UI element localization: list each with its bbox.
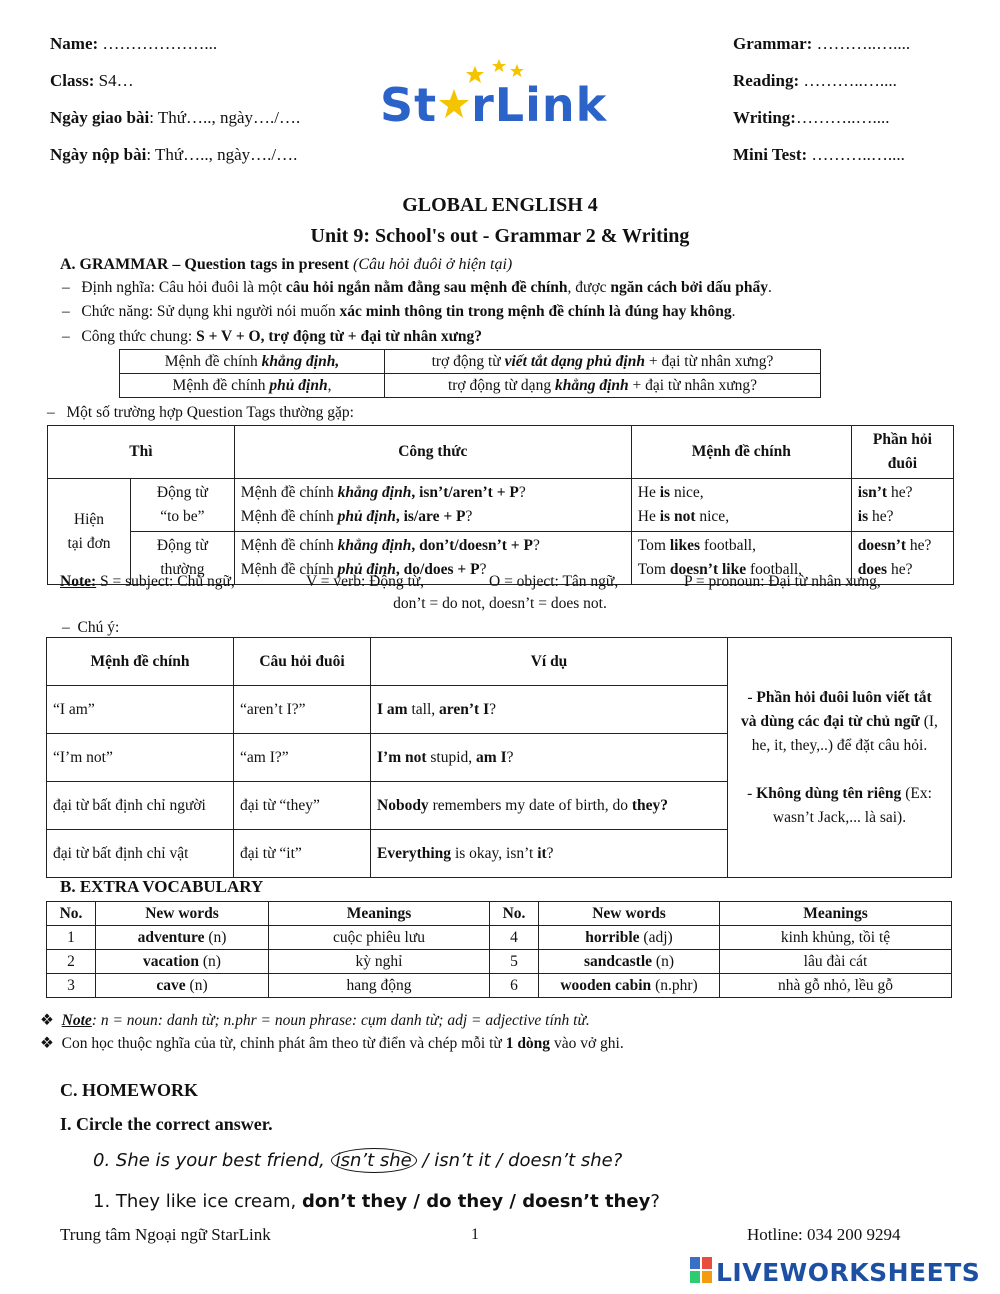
vocab-meaning-header: Meanings (269, 902, 490, 926)
formula-line: – Công thức chung: S + V + O, trợ động từ + đại từ nhân xưng? (62, 328, 483, 345)
table-row (47, 950, 952, 974)
vocab-word-header: New words (96, 902, 269, 926)
vocab-table (46, 901, 952, 998)
vocab-no: 1 (47, 926, 96, 950)
vocab-no: 2 (47, 950, 96, 974)
starlink-logo (380, 58, 630, 138)
grammar-heading: A. GRAMMAR – Question tags in present (Câu hỏi đuôi ở hiện tại) (60, 256, 513, 273)
special-main-header: Mệnh đề chính (47, 638, 234, 686)
table-row (47, 926, 952, 950)
diamond-bullet-icon: ❖ (40, 1012, 54, 1029)
note-line-2: don’t = do not, doesn’t = does not. (393, 595, 607, 612)
note-verb: V = verb: Động từ, (306, 573, 425, 590)
vocab-meaning: nhà gỗ nhỏ, lều gỗ (720, 974, 952, 998)
vocab-meaning: kinh khủng, tồi tệ (720, 926, 952, 950)
question-1-options[interactable]: don’t they / do they / doesn’t they (302, 1191, 651, 1212)
special-side-note: - Phần hỏi đuôi luôn viết tắt và dùng các đại từ chủ ngữ (I, he, it, they,..) để đặt câu hỏi. - Không dùng tên riêng (Ex: wasn’t Jack,... là sai). (728, 638, 952, 878)
vocab-no-header-2: No. (490, 902, 539, 926)
special-row-3-tag: đại từ “they” (234, 782, 371, 830)
assign-date-field: Ngày giao bài: Thứ….., ngày…./…. (50, 108, 301, 127)
special-row-2-example: I’m not stupid, am I? (371, 734, 728, 782)
example-question-0: 0. She is your best friend, isn’t she / isn’t it / doesn’t she? (93, 1150, 623, 1171)
special-row-1-tag: “aren’t I?” (234, 686, 371, 734)
vocab-word-header-2: New words (539, 902, 720, 926)
special-row-3-clause: đại từ bất định chỉ người (47, 782, 234, 830)
example-tobe-cell: He is nice, He is not nice, (631, 479, 851, 532)
vocab-meaning: cuộc phiêu lưu (269, 926, 490, 950)
vocab-no: 4 (490, 926, 539, 950)
unit-title: Unit 9: School's out - Grammar 2 & Writing (310, 225, 690, 247)
tag-ordinary-cell: doesn’t he? does he? (851, 532, 953, 585)
liveworksheets-wordmark: LIVEWORKSHEETS (716, 1258, 981, 1287)
function-line: – Chức năng: Sử dụng khi người nói muốn xác minh thông tin trong mệnh đề chính là đúng hay không. (62, 303, 736, 320)
logo-star-icon (437, 87, 471, 121)
vocab-no-header: No. (47, 902, 96, 926)
diamond-bullet-icon: ❖ (40, 1035, 54, 1052)
formula-neg-cell: Mệnh đề chính phủ định, (120, 374, 385, 398)
note-pronoun: P = pronoun: Đại từ nhân xưng, (684, 573, 881, 590)
minitest-score: Mini Test: ………..….... (733, 145, 905, 164)
formula-table (119, 349, 821, 398)
vocab-word: sandcastle (n) (539, 950, 720, 974)
definition-line: – Định nghĩa: Câu hỏi đuôi là một câu hỏi ngắn nằm đằng sau mệnh đề chính, được ngăn cách bởi dấu phẩy. (62, 279, 772, 296)
special-tag-header: Câu hỏi đuôi (234, 638, 371, 686)
tense-table (47, 425, 954, 585)
formula-affirm-cell: Mệnh đề chính khẳng định, (120, 350, 385, 374)
logo-wordmark: St rLink (380, 78, 608, 132)
special-row-2-tag: “am I?” (234, 734, 371, 782)
liveworksheets-icon (690, 1257, 712, 1288)
vocab-meaning: kỳ nghỉ (269, 950, 490, 974)
formula-header: Công thức (234, 426, 631, 479)
special-row-2-clause: “I’m not” (47, 734, 234, 782)
vocab-meaning: hang động (269, 974, 490, 998)
submit-date-field: Ngày nộp bài: Thứ….., ngày…./…. (50, 145, 298, 164)
name-field: Name: ………………... (50, 34, 218, 53)
example-ordinary-cell: Tom likes football, Tom doesn’t like football, (631, 532, 851, 585)
attention-label: – Chú ý: (62, 619, 120, 636)
main-clause-header: Mệnh đề chính (631, 426, 851, 479)
vocab-meaning: lâu đài cát (720, 950, 952, 974)
grammar-score: Grammar: ………..….... (733, 34, 911, 53)
homework-heading: C. HOMEWORK (60, 1080, 198, 1100)
tag-header: Phần hỏi đuôi (851, 426, 953, 479)
vocab-note: ❖ Note: n = noun: danh từ; n.phr = noun phrase: cụm danh từ; adj = adjective tính từ. (40, 1012, 590, 1029)
special-cases-table (46, 637, 952, 878)
footer-center-name: Trung tâm Ngoại ngữ StarLink (60, 1225, 271, 1244)
verb-ordinary-cell: Động từ thường (131, 532, 235, 585)
vocab-no: 3 (47, 974, 96, 998)
tense-cell: Hiện tại đơn (48, 479, 131, 585)
vocab-no: 5 (490, 950, 539, 974)
formula-affirm-tag-cell: trợ động từ viết tắt dạng phủ định + đại từ nhân xưng? (385, 350, 821, 374)
class-field: Class: S4… (50, 71, 134, 90)
vocab-word: adventure (n) (96, 926, 269, 950)
page-number: 1 (471, 1226, 479, 1243)
footer-hotline: Hotline: 034 200 9294 (747, 1225, 901, 1244)
vocab-word: wooden cabin (n.phr) (539, 974, 720, 998)
circled-answer: isn’t she (331, 1148, 417, 1173)
special-row-3-example: Nobody remembers my date of birth, do they? (371, 782, 728, 830)
special-row-4-example: Everything is okay, isn’t it? (371, 830, 728, 878)
vocab-word: cave (n) (96, 974, 269, 998)
homework-task: I. Circle the correct answer. (60, 1114, 273, 1134)
vocab-word: horrible (adj) (539, 926, 720, 950)
formula-neg-tag-cell: trợ động từ dạng khẳng định + đại từ nhân xưng? (385, 374, 821, 398)
special-row-1-example: I am tall, aren’t I? (371, 686, 728, 734)
cases-intro: – Một số trường hợp Question Tags thường gặp: (47, 404, 354, 421)
special-row-4-tag: đại từ “it” (234, 830, 371, 878)
tag-tobe-cell: isn’t he? is he? (851, 479, 953, 532)
study-instruction: ❖ Con học thuộc nghĩa của từ, chỉnh phát âm theo từ điển và chép mỗi từ 1 dòng vào vở ghi. (40, 1035, 624, 1052)
question-1: 1. They like ice cream, don’t they / do they / doesn’t they? (93, 1191, 660, 1212)
vocab-no: 6 (490, 974, 539, 998)
special-row-1-clause: “I am” (47, 686, 234, 734)
vocab-word: vacation (n) (96, 950, 269, 974)
vocab-heading: B. EXTRA VOCABULARY (60, 877, 264, 896)
course-title: GLOBAL ENGLISH 4 (402, 194, 598, 216)
vocab-meaning-header-2: Meanings (720, 902, 952, 926)
table-row (47, 974, 952, 998)
writing-score: Writing:………..….... (733, 108, 890, 127)
note-line-1: Note: S = subject: Chủ ngữ, (60, 573, 235, 590)
liveworksheets-logo (690, 1257, 980, 1288)
special-row-4-clause: đại từ bất định chỉ vật (47, 830, 234, 878)
special-example-header: Ví dụ (371, 638, 728, 686)
note-object: O = object: Tân ngữ, (489, 573, 619, 590)
verb-tobe-cell: Động từ “to be” (131, 479, 235, 532)
formula-tobe-cell: Mệnh đề chính khẳng định, isn’t/aren’t + P? Mệnh đề chính phủ định, is/are + P? (234, 479, 631, 532)
formula-ordinary-cell: Mệnh đề chính khẳng định, don’t/doesn’t + P? Mệnh đề chính phủ định, do/does + P? (234, 532, 631, 585)
reading-score: Reading: ………..….... (733, 71, 897, 90)
tense-header: Thì (48, 426, 235, 479)
